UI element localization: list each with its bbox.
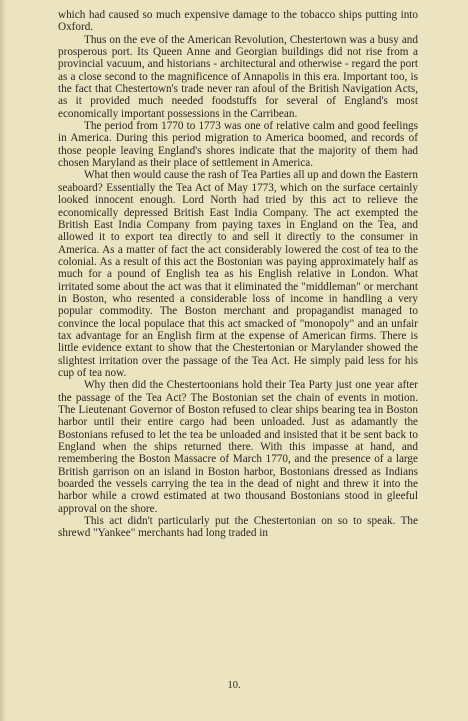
paragraph-continued: which had caused so much expensive damage to the tobacco ships putting into Oxford. [58, 9, 418, 34]
page-number: 10. [227, 680, 241, 691]
paragraph-tea-party: Why then did the Chestertoonians hold their Tea Party just one year after the passage of the Tea Act? The Bostonian set the chain of events in motion. The Lieutenant Governor of Boston refused to clear ships bearing tea in Boston harbor until their entire cargo had been unloaded. Just as adamantly the Bostonians refused to let the tea be unloaded and insisted that it be sent back to England when the ships returned there. With this impasse at hand, and remembering the Boston Massacre of March 1770, and the presence of a large British garrison on an island in Boston harbor, Bostonians dressed as Indians boarded the vessels carrying the tea in the dead of night and threw it into the harbor while a crowd estimated at two thousand Bostonians stood in gleeful approval on the shore. [58, 379, 418, 515]
body-text [58, 9, 418, 540]
paragraph-tea-act: What then would cause the rash of Tea Parties all up and down the Eastern seaboard? Essentially the Tea Act of May 1773, which on the surface certainly looked innocent enough. Lord North had tried by this act to relieve the economically depressed British East India Company. The act exempted the British East India Company from paying taxes in England on the Tea, and allowed it to export tea directly to and sell it directly to the consumer in America. As a matter of fact the act considerably lowered the cost of tea to the colonial. As a result of this act the Bostonian was paying approximately half as much for a pound of English tea as his English relative in London. What irritated some about the act was that it eliminated the "middleman" or merchant in Boston, who resented a considerable loss of income in handling a very popular commodity. The Boston merchant and propagandist managed to convince the local populace that this act smacked of "monopoly" and an unfair tax advantage for an English firm at the expense of American firms. There is little evidence extant to show that the Chestertonian or Marylander showed the slightest irritation over the passage of the Tea Act. He simply paid less for his cup of tea now. [58, 169, 418, 379]
paragraph-yankee-merchants: This act didn't particularly put the Chestertonian on so to speak. The shrewd "Yankee" merchants had long traded in [58, 515, 418, 540]
paragraph-calm-period: The period from 1770 to 1773 was one of relative calm and good feelings in America. During this period migration to America boomed, and records of those people leaving England's shores indicate that the majority of them had chosen Maryland as their place of settlement in America. [58, 120, 418, 170]
paragraph-chestertown-port: Thus on the eve of the American Revolution, Chestertown was a busy and prosperous port. Its Queen Anne and Georgian buildings did not rise from a provincial vacuum, and historians - architectural and otherwise - regard the port as a close second to the magnificence of Annapolis in this era. Important too, is the fact that Chestertown's trade never ran afoul of the British Navigation Acts, as it provided much needed foodstuffs for several of England's most economically important possessions in the Carribean. [58, 33, 418, 120]
